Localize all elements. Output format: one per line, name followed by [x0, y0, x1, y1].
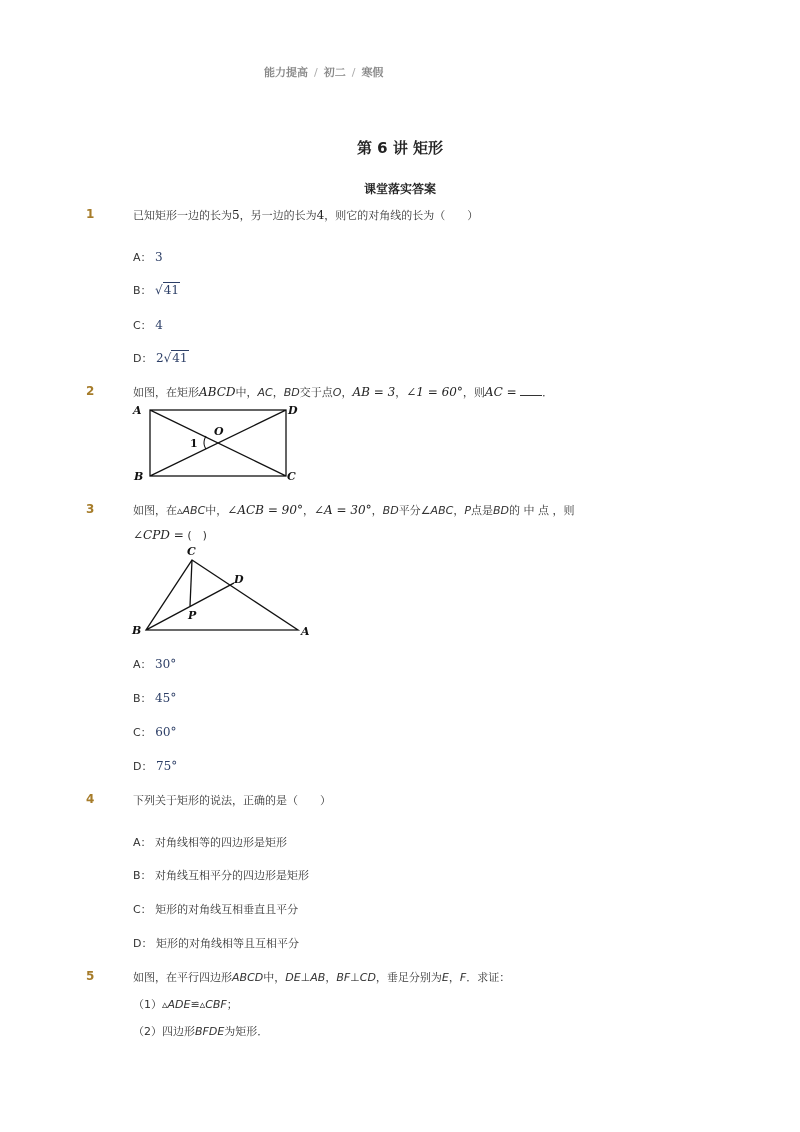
q3-text-part: 平分	[398, 504, 421, 517]
q3-text-part: ，	[302, 504, 314, 517]
q4-option-a[interactable]	[133, 834, 287, 850]
label-o: O	[332, 386, 342, 399]
question-number-2: 2	[86, 384, 95, 398]
question-5-part-2	[133, 1023, 268, 1039]
angle-abc: ∠ABC	[420, 504, 454, 517]
question-3-text-line2	[133, 527, 207, 543]
vertex-b-label: B	[134, 470, 144, 483]
rectangle-figure	[128, 400, 308, 486]
part-label: （1）	[133, 998, 162, 1011]
math-ac-equals: AC =	[484, 385, 517, 399]
option-label: B：	[133, 869, 152, 882]
option-value: 矩形的对角线互相垂直且平分	[155, 903, 299, 916]
section-subtitle: 课堂落实答案	[363, 182, 436, 196]
q3-text-part: 中，	[205, 504, 228, 517]
segment-bd	[146, 583, 234, 630]
q1-text-part: 已知矩形一边的长为	[133, 209, 232, 222]
vertex-a-label: A	[133, 404, 142, 417]
q1-option-b[interactable]	[133, 282, 180, 298]
q1-text-part: ，另一边的长为	[239, 209, 317, 222]
question-2-text	[133, 384, 553, 400]
label-bd: BD	[283, 386, 300, 399]
option-value: 对角线相等的四边形是矩形	[155, 836, 288, 849]
q3-text-part: 如图，在	[133, 504, 177, 517]
option-value: 3	[155, 250, 163, 264]
q3-option-b[interactable]	[133, 690, 176, 706]
segment-cp	[190, 560, 192, 606]
math-angle-acb: ∠ACB = 90°	[227, 503, 303, 517]
angle-arc	[204, 436, 206, 449]
option-value: 41	[163, 283, 179, 297]
sqrt-expression: √41	[163, 351, 188, 365]
q2-text-part: ，	[272, 386, 284, 399]
vertex-c-label: C	[187, 545, 196, 558]
math-angle-a: ∠A = 30°	[313, 503, 372, 517]
vertex-c-label: C	[287, 470, 296, 483]
q4-option-c[interactable]	[133, 901, 298, 917]
label-bd: BD	[492, 504, 509, 517]
q1-value-1: 5	[232, 208, 240, 222]
math-ab-equals: AB = 3	[352, 385, 396, 399]
label-ac: AC	[257, 386, 273, 399]
breadcrumb-item-grade[interactable]: 初二	[323, 66, 346, 79]
q3-option-d[interactable]	[133, 758, 177, 774]
triangle-outline	[146, 560, 298, 630]
triangle-figure	[128, 543, 318, 643]
question-5-part-1	[133, 996, 238, 1012]
part-label: （2）	[133, 1025, 162, 1038]
sqrt-expression: √41	[155, 283, 179, 297]
option-value: 4	[155, 318, 163, 332]
option-label: C：	[133, 319, 152, 332]
option-value: 对角线互相平分的四边形是矩形	[155, 869, 310, 882]
breadcrumb-item-term[interactable]: 寒假	[361, 66, 384, 79]
q4-option-b[interactable]	[133, 867, 309, 883]
option-label: D：	[133, 937, 153, 950]
option-coefficient: 2	[155, 351, 164, 365]
question-3-text	[133, 502, 574, 518]
question-number-5: 5	[86, 969, 95, 983]
option-value: 30°	[155, 657, 177, 671]
option-label: A：	[133, 251, 152, 264]
math-congruence: ▵ADE≌▵CBF	[162, 998, 227, 1011]
option-label: D：	[133, 760, 153, 773]
breadcrumb-separator: /	[351, 66, 356, 79]
option-label: D：	[133, 352, 153, 365]
question-5-text	[133, 969, 510, 985]
answer-blank[interactable]	[520, 385, 542, 396]
q3-text-part: 点是	[470, 504, 493, 517]
vertex-a-label: A	[301, 625, 310, 638]
question-number-1: 1	[86, 207, 95, 221]
vertex-b-label: B	[132, 624, 142, 637]
label-bd: BD	[382, 504, 399, 517]
math-angle-cpd: ∠CPD =	[133, 528, 184, 542]
q5-text-part: ，	[325, 971, 337, 984]
point-p-label: P	[188, 609, 197, 622]
question-4-text: 下列关于矩形的说法，正确的是（ ）	[133, 794, 331, 807]
math-de-perp-ab: DE⊥AB	[285, 971, 326, 984]
option-label: C：	[133, 903, 152, 916]
q5-text-part: 如图，在平行四边形	[133, 971, 232, 984]
breadcrumb-separator: /	[314, 66, 318, 79]
q3-text-part: ，	[371, 504, 383, 517]
option-label: A：	[133, 836, 152, 849]
q3-option-a[interactable]	[133, 656, 176, 672]
q2-text-part: 如图，在矩形	[133, 386, 199, 399]
label-f: F	[459, 971, 467, 984]
q5-text-part: 中，	[263, 971, 286, 984]
label-p: P	[464, 504, 471, 517]
option-label: B：	[133, 692, 152, 705]
option-label: A：	[133, 658, 152, 671]
vertex-d-label: D	[288, 404, 298, 417]
question-number-4: 4	[86, 792, 95, 806]
option-label: B：	[133, 284, 152, 297]
q3-text-part: 的 中 点 ，则	[508, 504, 575, 517]
math-angle-1: ∠1 = 60°	[406, 385, 463, 399]
q2-text-part: ，则	[462, 386, 485, 399]
center-o-label: O	[214, 425, 224, 438]
q2-text-part: 交于点	[299, 386, 333, 399]
q3-text-part: ( )	[187, 529, 207, 542]
q5-text-part: 四边形	[162, 1025, 195, 1038]
question-1-text	[133, 207, 478, 223]
math-bf-perp-cd: BF⊥CD	[336, 971, 376, 984]
page-title: 第 6 讲 矩形	[356, 139, 444, 157]
q1-option-d[interactable]	[133, 350, 189, 366]
option-value: 45°	[155, 691, 177, 705]
label-abcd: ABCD	[232, 971, 264, 984]
label-e: E	[441, 971, 449, 984]
point-d-label: D	[234, 573, 244, 586]
option-value: 60°	[155, 725, 177, 739]
q2-text-part: 中，	[235, 386, 258, 399]
q1-option-c[interactable]	[133, 317, 163, 333]
q5-text-part: ．求证：	[466, 971, 511, 984]
q5-text-part: ，垂足分别为	[375, 971, 442, 984]
q5-text-part: ；	[226, 998, 238, 1011]
q3-option-c[interactable]	[133, 724, 176, 740]
q2-text-part: ，	[341, 386, 353, 399]
option-value: 75°	[155, 759, 178, 773]
breadcrumb	[264, 64, 383, 80]
q2-text-part: ．	[542, 386, 554, 399]
math-abcd: ABCD	[199, 385, 236, 399]
option-value: 矩形的对角线相等且互相平分	[155, 937, 299, 950]
q1-text-part: ，则它的对角线的长为（ ）	[324, 209, 479, 222]
option-label: C：	[133, 726, 152, 739]
option-value: 41	[172, 351, 188, 365]
q1-value-2: 4	[316, 208, 325, 222]
q3-text-part: ，	[453, 504, 465, 517]
q2-text-part: ，	[395, 386, 407, 399]
angle-1-label: 1	[190, 437, 198, 450]
q5-text-part: ，	[448, 971, 460, 984]
q1-option-a[interactable]	[133, 249, 163, 265]
label-bfde: BFDE	[195, 1025, 225, 1038]
triangle-abc: ▵ABC	[177, 504, 206, 517]
question-number-3: 3	[86, 502, 95, 516]
breadcrumb-item-level[interactable]: 能力提高	[264, 66, 308, 79]
q4-option-d[interactable]	[133, 935, 299, 951]
q5-text-part: 为矩形．	[224, 1025, 269, 1038]
